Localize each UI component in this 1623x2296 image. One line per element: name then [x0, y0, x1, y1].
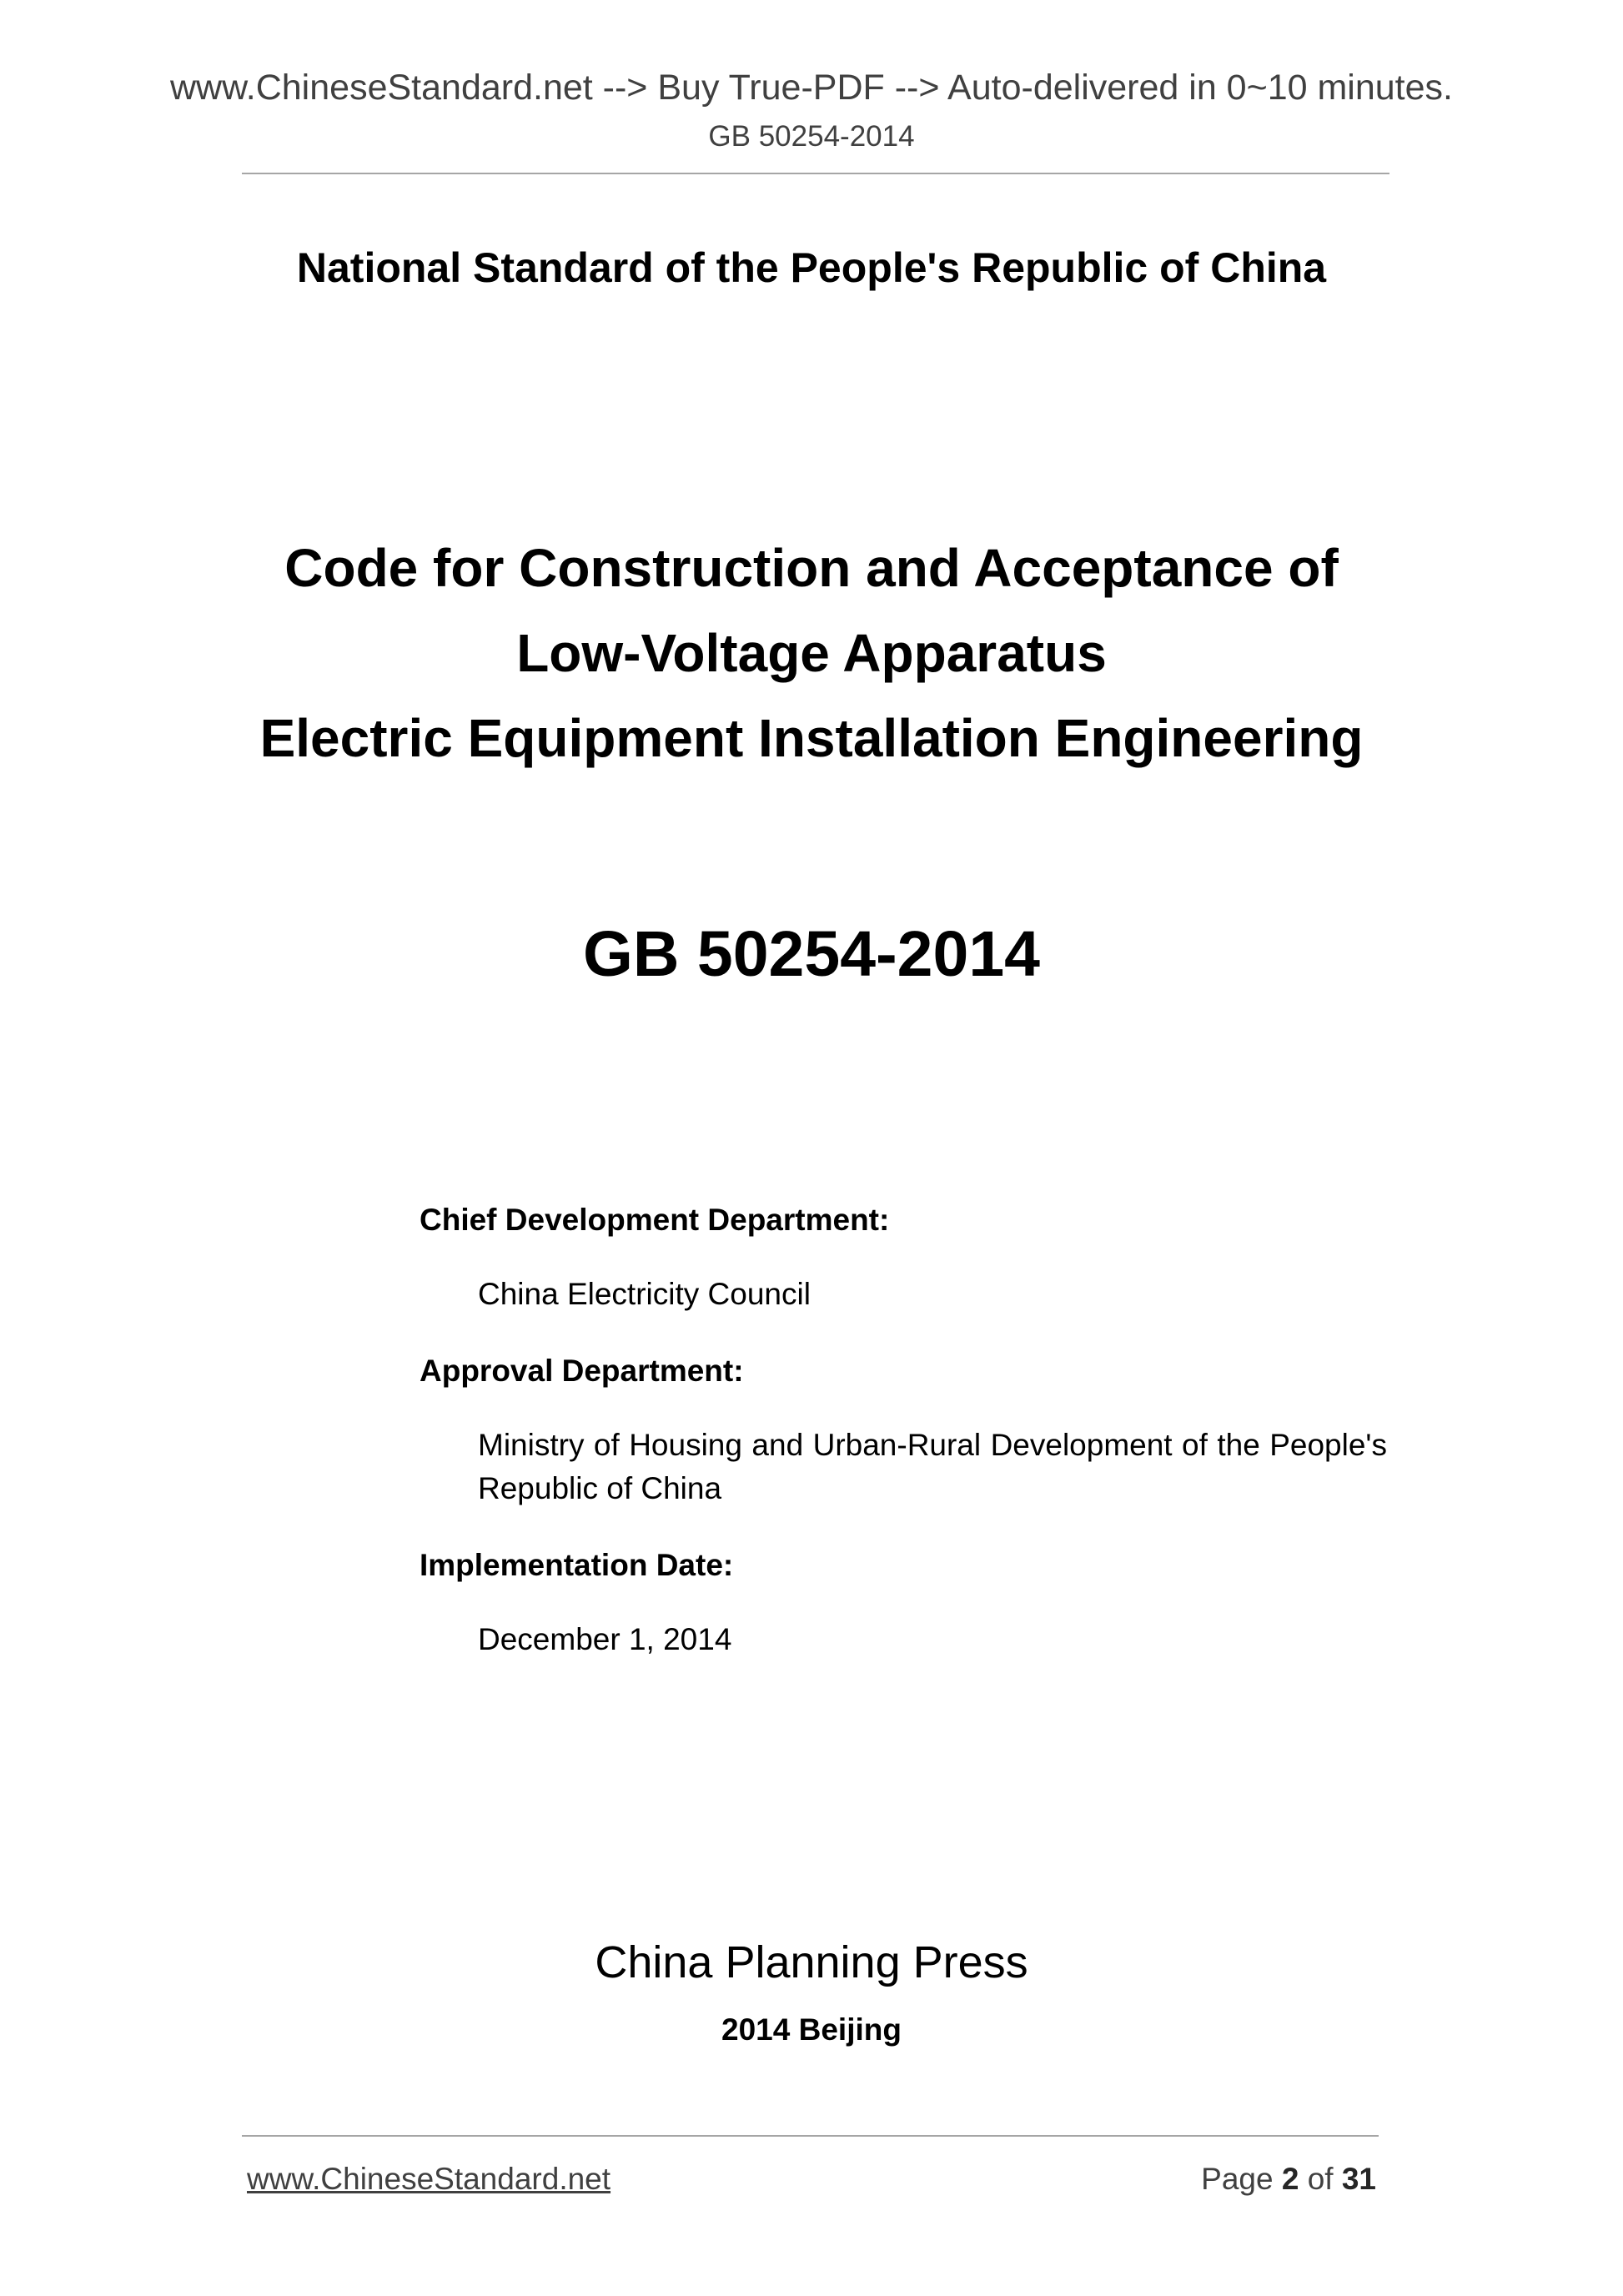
publisher-name: China Planning Press — [595, 1937, 1028, 1987]
title-line-3: Electric Equipment Installation Engineering — [259, 708, 1364, 768]
title-line-1: Code for Construction and Acceptance of — [284, 538, 1339, 598]
header-divider — [242, 173, 1389, 174]
chief-development-label: Chief Development Department: — [420, 1203, 890, 1237]
national-standard-title: National Standard of the People's Republic of China — [296, 244, 1327, 291]
standard-number: GB 50254-2014 — [583, 918, 1040, 990]
chief-development-value: China Electricity Council — [478, 1277, 811, 1311]
implementation-date-value: December 1, 2014 — [478, 1622, 732, 1656]
page-of: of — [1307, 2162, 1334, 2196]
page-prefix: Page — [1201, 2162, 1274, 2196]
document-title — [0, 530, 1623, 786]
footer-website-link[interactable]: www.ChineseStandard.net — [247, 2162, 611, 2196]
implementation-date-label: Implementation Date: — [420, 1548, 734, 1582]
header-doc-code: GB 50254-2014 — [708, 120, 915, 153]
footer-divider — [242, 2135, 1379, 2137]
title-line-2: Low-Voltage Apparatus — [516, 623, 1107, 683]
header-banner-link[interactable]: www.ChineseStandard.net --> Buy True-PDF --> Auto-delivered in 0~10 minutes. — [169, 68, 1453, 108]
approval-department-value: Ministry of Housing and Urban-Rural Development of the People's Republic of China — [478, 1428, 1387, 1505]
page-indicator — [1201, 2158, 1376, 2200]
approval-department-label: Approval Department: — [420, 1354, 744, 1388]
page-current: 2 — [1281, 2162, 1299, 2196]
page-total: 31 — [1341, 2162, 1376, 2196]
page-header — [0, 63, 1623, 155]
publish-year-place: 2014 Beijing — [721, 2012, 902, 2047]
info-block — [420, 1199, 1387, 1696]
